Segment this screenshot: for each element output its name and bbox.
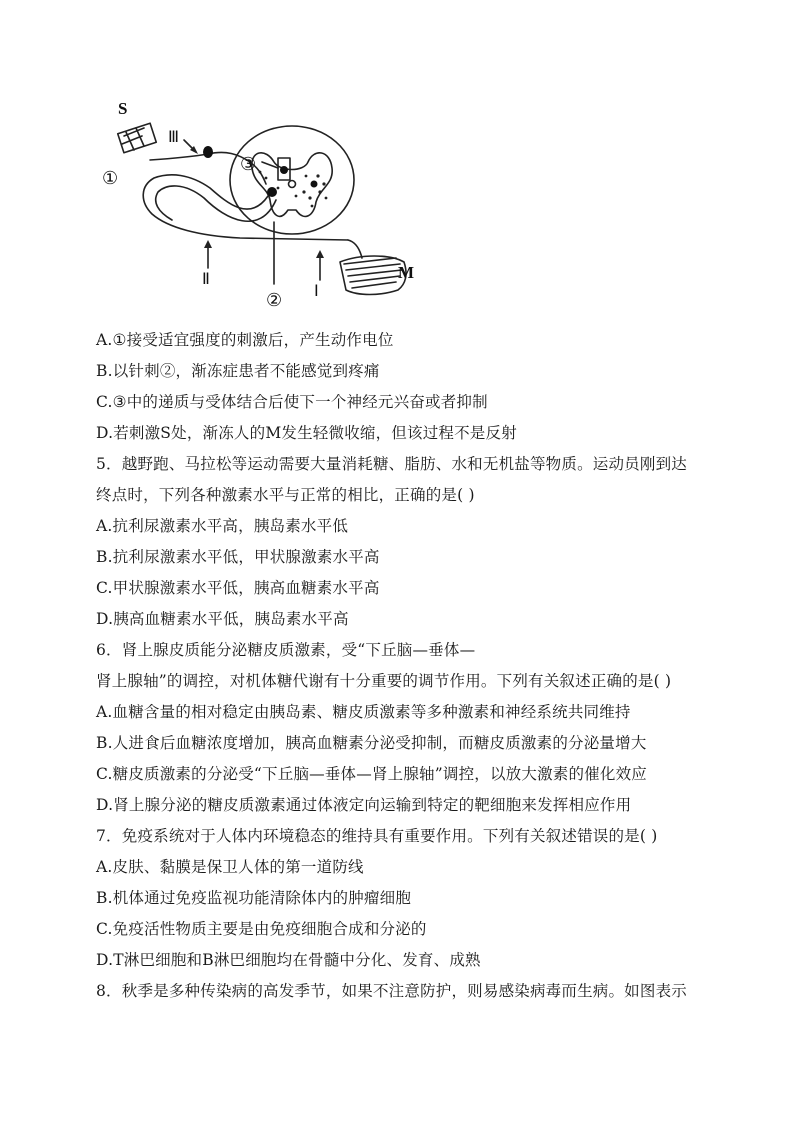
- q7-option-c: C.免疫活性物质主要是由免疫细胞合成和分泌的: [96, 920, 427, 938]
- label-circle-3: ③: [240, 154, 257, 174]
- label-circle-1: ①: [102, 168, 119, 188]
- q5-option-c: C.甲状腺激素水平低，胰高血糖素水平高: [96, 579, 380, 597]
- q4-option-a: A.①接受适宜强度的刺激后，产生动作电位: [96, 331, 394, 349]
- q6-option-c: C.糖皮质激素的分泌受“下丘脑—垂体—肾上腺轴”调控，以放大激素的催化效应: [96, 765, 647, 783]
- neuron-body-1: [280, 166, 288, 174]
- efferent-loop-inner: [156, 186, 276, 221]
- arrowhead-i: [316, 250, 324, 258]
- q6-stem-line-2: 肾上腺轴”的调控，对机体糖代谢有十分重要的调节作用。下列有关叙述正确的是( ): [96, 672, 672, 690]
- q6-option-a: A.血糖含量的相对稳定由胰岛素、糖皮质激素等多种激素和神经系统共同维持: [96, 703, 631, 721]
- reflex-arc-diagram: [100, 92, 430, 312]
- q4-option-c: C.③中的递质与受体结合后使下一个神经元兴奋或者抑制: [96, 393, 488, 411]
- muscle-fibers: [344, 258, 402, 288]
- q7-option-d: D.T淋巴细胞和B淋巴细胞均在骨髓中分化、发育、成熟: [96, 951, 481, 969]
- q8-stem-line-1: 8．秋季是多种传染病的高发季节，如果不注意防护，则易感染病毒而生病。如图表示: [96, 982, 687, 1000]
- central-canal: [289, 181, 296, 188]
- q6-option-d: D.肾上腺分泌的糖皮质激素通过体液定向运输到特定的靶细胞来发挥相应作用: [96, 796, 632, 814]
- arrowheads: [190, 146, 324, 258]
- q5-stem-line-1: 5．越野跑、马拉松等运动需要大量消耗糖、脂肪、水和无机盐等物质。运动员刚到达: [96, 455, 687, 473]
- q6-option-b: B.人进食后血糖浓度增加，胰高血糖素分泌受抑制，而糖皮质激素的分泌量增大: [96, 734, 647, 752]
- q7-stem-line-1: 7．免疫系统对于人体内环境稳态的维持具有重要作用。下列有关叙述错误的是( ): [96, 827, 658, 845]
- q4-option-d: D.若刺激S处，渐冻人的M发生轻微收缩，但该过程不是反射: [96, 424, 517, 442]
- q7-option-b: B.机体通过免疫监视功能清除体内的肿瘤细胞: [96, 889, 412, 907]
- q4-option-b: B.以针刺②，渐冻症患者不能感觉到疼痛: [96, 362, 380, 380]
- label-m: M: [398, 263, 415, 282]
- arrowhead-ii: [204, 240, 212, 248]
- label-s: S: [118, 99, 128, 118]
- reflex-arc-figure: [100, 92, 430, 312]
- label-i: Ⅰ: [314, 283, 319, 300]
- neuron-body-3: [311, 181, 318, 188]
- label-iii: Ⅲ: [168, 129, 180, 146]
- q5-stem-line-2: 终点时，下列各种激素水平与正常的相比，正确的是( ): [96, 486, 475, 504]
- q6-stem-line-1: 6．肾上腺皮质能分泌糖皮质激素，受“下丘脑—垂体—: [96, 641, 476, 659]
- label-circle-2: ②: [266, 290, 283, 310]
- ganglion: [203, 146, 213, 158]
- q7-option-a: A.皮肤、黏膜是保卫人体的第一道防线: [96, 858, 364, 876]
- q5-option-a: A.抗利尿激素水平高，胰岛素水平低: [96, 517, 349, 535]
- q5-option-d: D.胰高血糖素水平低，胰岛素水平高: [96, 610, 349, 628]
- q5-option-b: B.抗利尿激素水平低，甲状腺激素水平高: [96, 548, 380, 566]
- neuron-body-2: [267, 187, 277, 197]
- efferent-nerve-end: [348, 240, 362, 258]
- label-ii: Ⅱ: [202, 271, 210, 288]
